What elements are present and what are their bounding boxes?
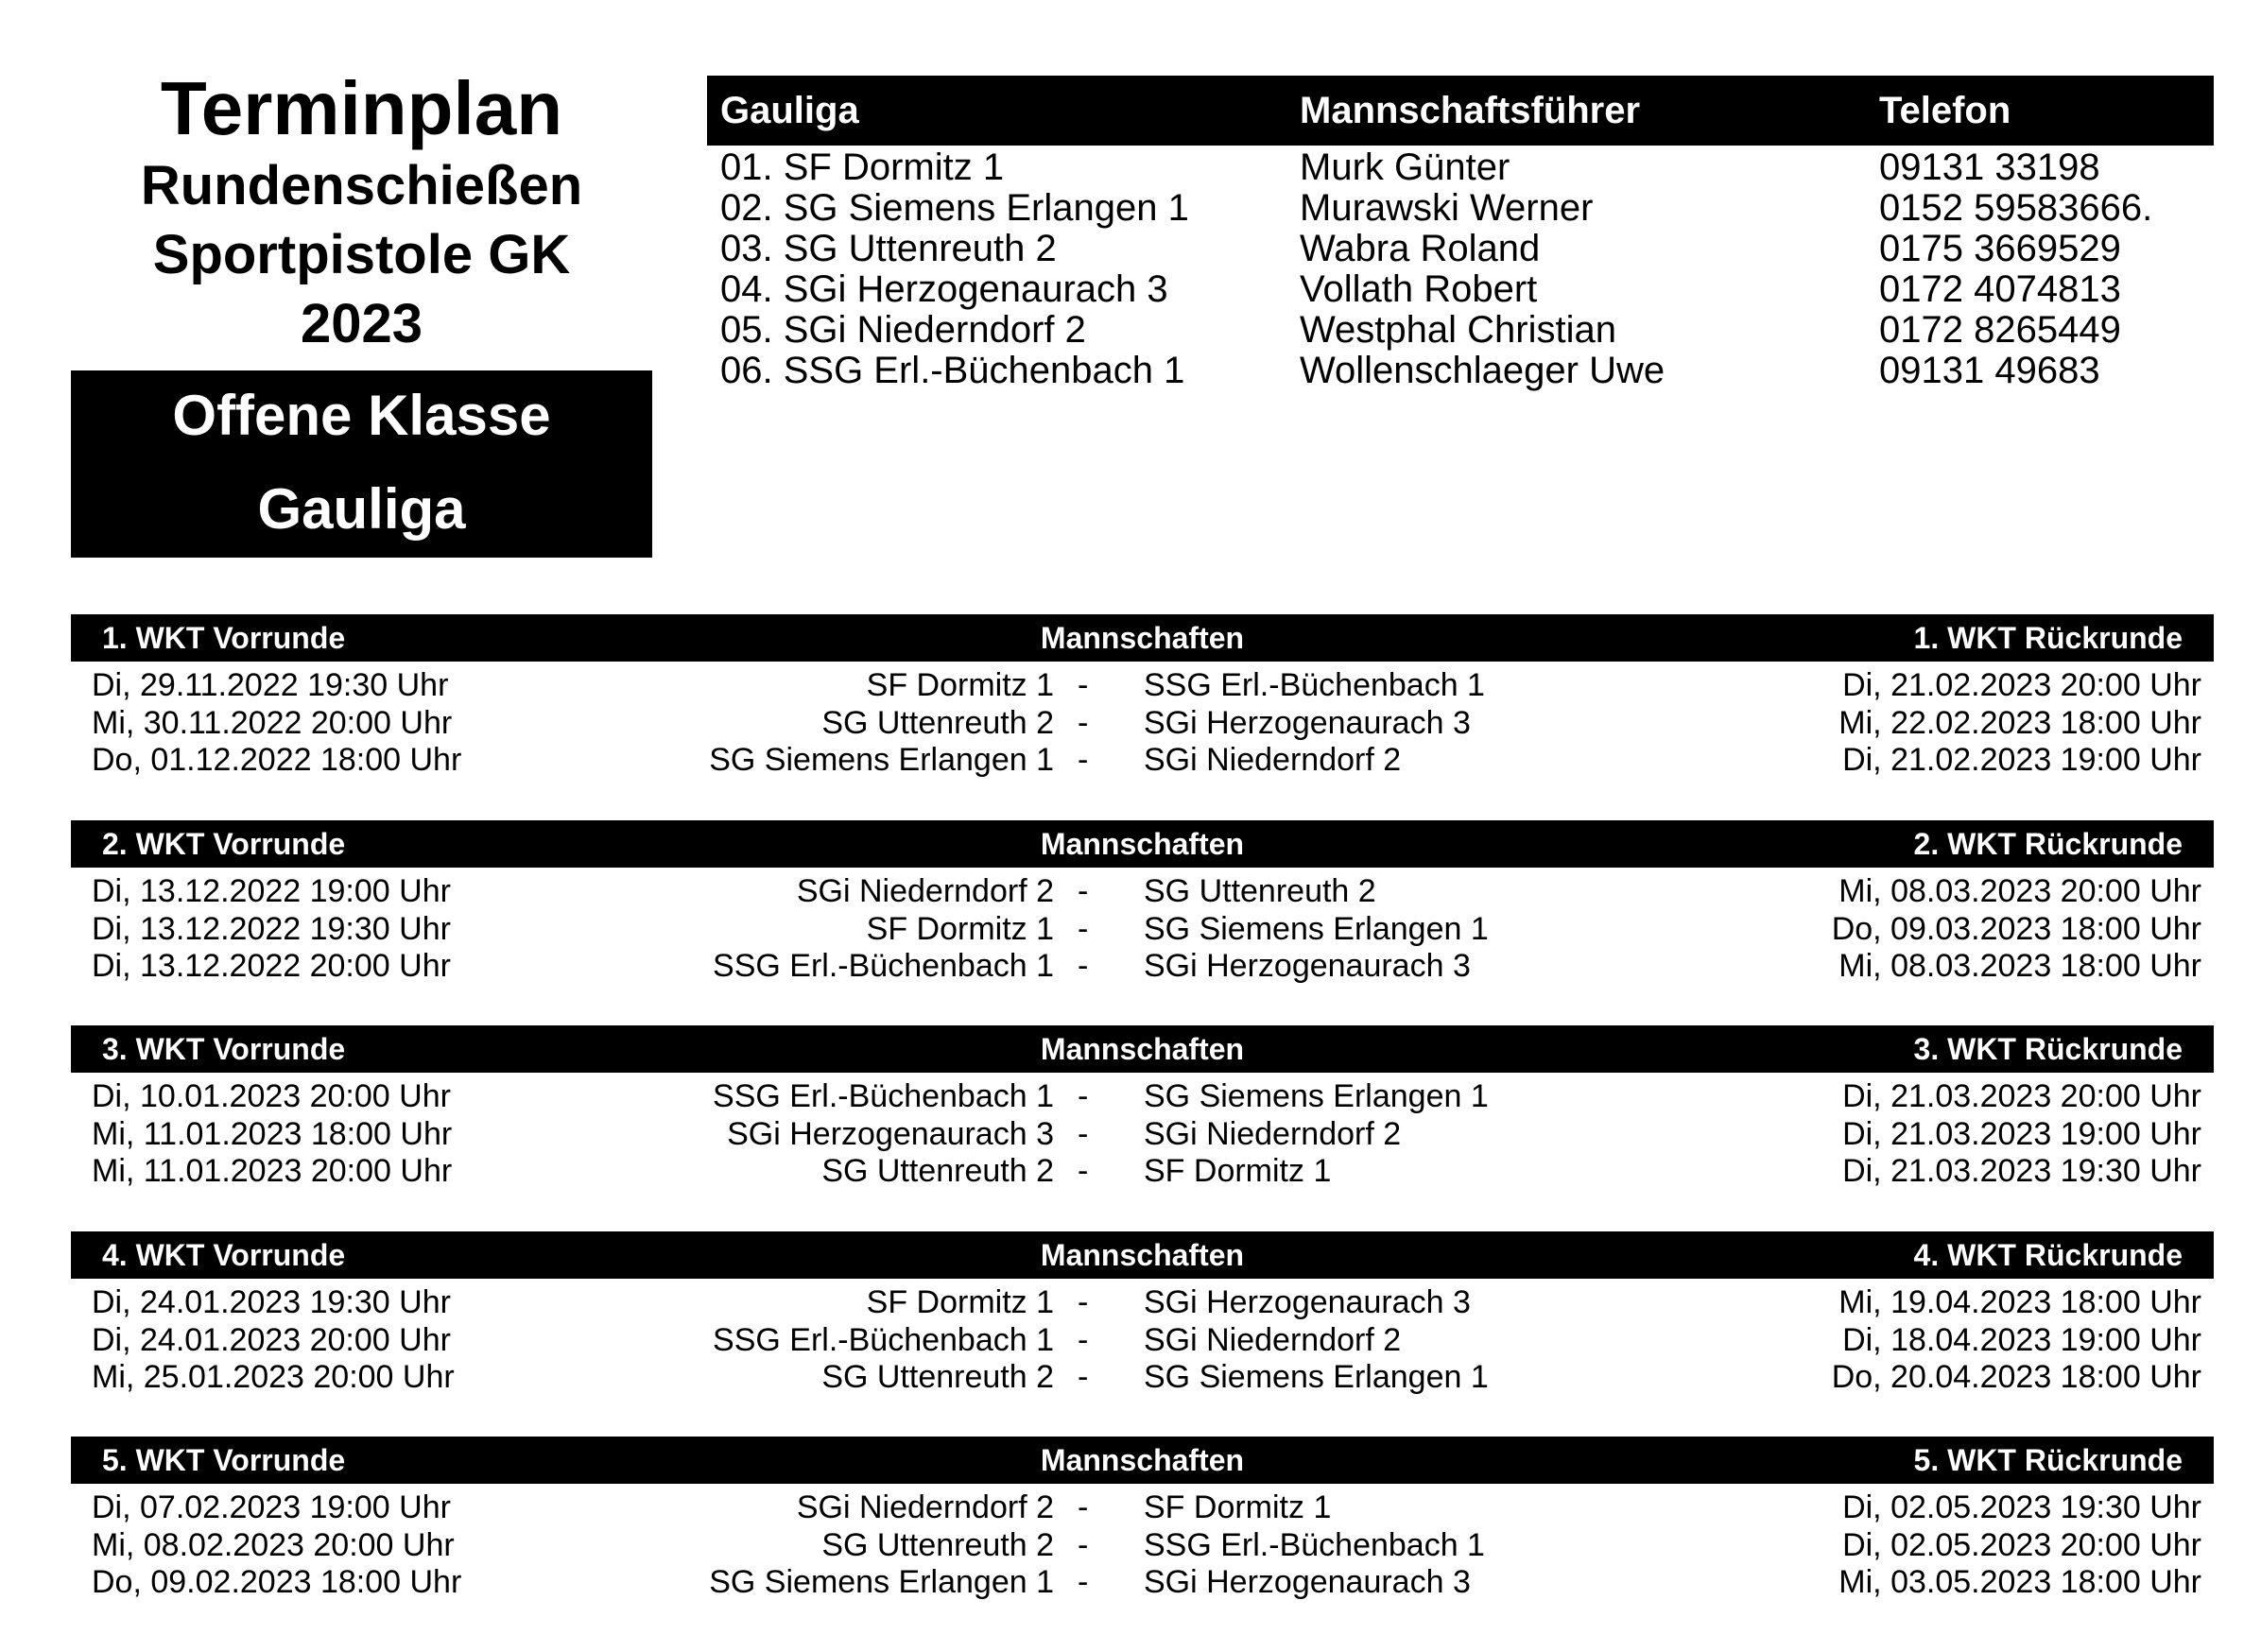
match-home: SGi Herzogenaurach 3 bbox=[727, 1115, 1054, 1152]
team-row bbox=[707, 229, 2214, 269]
header-league: Gauliga bbox=[720, 89, 859, 131]
match-return-date: Di, 21.02.2023 20:00 Uhr bbox=[1842, 667, 2201, 703]
match-separator: - bbox=[1078, 1359, 1089, 1395]
match-home: SF Dormitz 1 bbox=[866, 667, 1054, 703]
match-return-date: Di, 21.02.2023 19:00 Uhr bbox=[1842, 742, 2201, 778]
wkt-header-vorrunde: 5. WKT Vorrunde bbox=[102, 1443, 346, 1477]
match-return-date: Di, 21.03.2023 19:30 Uhr bbox=[1842, 1153, 2201, 1189]
match-date: Di, 13.12.2022 19:30 Uhr bbox=[92, 910, 451, 947]
match-separator: - bbox=[1078, 742, 1089, 778]
wkt-block-2 bbox=[71, 820, 2214, 986]
match-row bbox=[71, 948, 2214, 986]
match-away: SG Siemens Erlangen 1 bbox=[1144, 910, 1489, 947]
class-label: Offene Klasse bbox=[172, 384, 551, 447]
match-separator: - bbox=[1078, 1153, 1089, 1189]
team-name: 06. SSG Erl.-Büchenbach 1 bbox=[720, 350, 1185, 391]
team-phone: 0152 59583666. bbox=[1879, 187, 2153, 229]
team-name: 04. SGi Herzogenaurach 3 bbox=[720, 268, 1168, 310]
match-date: Do, 09.02.2023 18:00 Uhr bbox=[92, 1564, 462, 1600]
team-row bbox=[707, 351, 2214, 391]
match-separator: - bbox=[1078, 667, 1089, 703]
wkt-header bbox=[71, 1025, 2214, 1073]
match-home: SGi Niederndorf 2 bbox=[796, 873, 1054, 909]
team-captain: Westphal Christian bbox=[1300, 309, 1616, 351]
team-captain: Wollenschlaeger Uwe bbox=[1300, 350, 1666, 391]
wkt-header-vorrunde: 3. WKT Vorrunde bbox=[102, 1032, 346, 1066]
match-row bbox=[71, 1564, 2214, 1602]
header-captain: Mannschaftsführer bbox=[1300, 89, 1641, 131]
match-return-date: Mi, 08.03.2023 20:00 Uhr bbox=[1838, 873, 2201, 909]
match-separator: - bbox=[1078, 1078, 1089, 1114]
match-separator: - bbox=[1078, 1489, 1089, 1525]
team-name: 05. SGi Niederndorf 2 bbox=[720, 309, 1086, 351]
team-captain: Murk Günter bbox=[1300, 146, 1510, 188]
match-row bbox=[71, 873, 2214, 911]
match-away: SG Siemens Erlangen 1 bbox=[1144, 1359, 1489, 1395]
league-label: Gauliga bbox=[257, 477, 466, 541]
match-home: SSG Erl.-Büchenbach 1 bbox=[713, 1321, 1054, 1358]
match-away: SGi Herzogenaurach 3 bbox=[1144, 1564, 1471, 1600]
match-row bbox=[71, 742, 2214, 780]
match-return-date: Mi, 03.05.2023 18:00 Uhr bbox=[1838, 1564, 2201, 1600]
match-date: Di, 07.02.2023 19:00 Uhr bbox=[92, 1489, 451, 1525]
wkt-header-vorrunde: 1. WKT Vorrunde bbox=[102, 621, 346, 655]
match-separator: - bbox=[1078, 948, 1089, 984]
match-away: SF Dormitz 1 bbox=[1144, 1153, 1332, 1189]
wkt-header-rueckrunde: 2. WKT Rückrunde bbox=[1913, 827, 2183, 861]
match-row bbox=[71, 1527, 2214, 1565]
match-row bbox=[71, 1284, 2214, 1322]
match-home: SG Uttenreuth 2 bbox=[821, 1153, 1054, 1189]
team-row bbox=[707, 147, 2214, 188]
wkt-header-teams: Mannschaften bbox=[1040, 827, 1245, 861]
wkt-block-5 bbox=[71, 1437, 2214, 1602]
match-home: SG Uttenreuth 2 bbox=[821, 1359, 1054, 1395]
match-separator: - bbox=[1078, 873, 1089, 909]
team-phone: 09131 33198 bbox=[1879, 146, 2100, 188]
match-away: SGi Herzogenaurach 3 bbox=[1144, 704, 1471, 741]
wkt-matches bbox=[71, 868, 2214, 986]
match-row bbox=[71, 911, 2214, 949]
match-row bbox=[71, 1489, 2214, 1527]
wkt-matches bbox=[71, 1279, 2214, 1397]
wkt-block-3 bbox=[71, 1025, 2214, 1191]
wkt-matches bbox=[71, 1073, 2214, 1191]
match-separator: - bbox=[1078, 1115, 1089, 1152]
match-date: Mi, 08.02.2023 20:00 Uhr bbox=[92, 1526, 455, 1563]
match-home: SF Dormitz 1 bbox=[866, 910, 1054, 947]
team-row bbox=[707, 269, 2214, 310]
match-separator: - bbox=[1078, 1284, 1089, 1320]
wkt-header bbox=[71, 1437, 2214, 1484]
match-away: SF Dormitz 1 bbox=[1144, 1489, 1332, 1525]
match-date: Mi, 11.01.2023 20:00 Uhr bbox=[92, 1153, 453, 1189]
team-captain: Vollath Robert bbox=[1300, 268, 1538, 310]
match-return-date: Di, 18.04.2023 19:00 Uhr bbox=[1842, 1321, 2201, 1358]
wkt-header-rueckrunde: 4. WKT Rückrunde bbox=[1913, 1238, 2183, 1272]
wkt-header-teams: Mannschaften bbox=[1040, 1032, 1245, 1066]
team-phone: 09131 49683 bbox=[1879, 350, 2100, 391]
teams-table bbox=[707, 76, 2214, 391]
wkt-header-rueckrunde: 3. WKT Rückrunde bbox=[1913, 1032, 2183, 1066]
team-name: 02. SG Siemens Erlangen 1 bbox=[720, 187, 1189, 229]
wkt-block-4 bbox=[71, 1231, 2214, 1397]
match-home: SG Uttenreuth 2 bbox=[821, 1526, 1054, 1563]
match-away: SSG Erl.-Büchenbach 1 bbox=[1144, 667, 1485, 703]
match-row bbox=[71, 1153, 2214, 1191]
team-name: 01. SF Dormitz 1 bbox=[720, 146, 1005, 188]
wkt-header bbox=[71, 1231, 2214, 1279]
match-home: SSG Erl.-Büchenbach 1 bbox=[713, 948, 1054, 984]
wkt-header-teams: Mannschaften bbox=[1040, 1443, 1245, 1477]
match-return-date: Di, 02.05.2023 20:00 Uhr bbox=[1842, 1526, 2201, 1563]
match-separator: - bbox=[1078, 910, 1089, 947]
match-away: SGi Niederndorf 2 bbox=[1144, 742, 1402, 778]
match-date: Mi, 30.11.2022 20:00 Uhr bbox=[92, 704, 453, 741]
match-row bbox=[71, 667, 2214, 705]
team-captain: Murawski Werner bbox=[1300, 187, 1594, 229]
match-row bbox=[71, 1359, 2214, 1397]
wkt-header-vorrunde: 4. WKT Vorrunde bbox=[102, 1238, 346, 1272]
match-return-date: Di, 21.03.2023 19:00 Uhr bbox=[1842, 1115, 2201, 1152]
subtitle-line-2: Sportpistole GK bbox=[152, 224, 571, 285]
teams-table-header bbox=[707, 76, 2214, 146]
wkt-header bbox=[71, 820, 2214, 868]
team-phone: 0172 4074813 bbox=[1879, 268, 2121, 310]
match-separator: - bbox=[1078, 1526, 1089, 1563]
team-row bbox=[707, 310, 2214, 351]
wkt-header-rueckrunde: 5. WKT Rückrunde bbox=[1913, 1443, 2183, 1477]
match-date: Di, 24.01.2023 19:30 Uhr bbox=[92, 1284, 451, 1320]
teams-table-body bbox=[707, 146, 2214, 391]
match-return-date: Di, 21.03.2023 20:00 Uhr bbox=[1842, 1078, 2201, 1114]
match-date: Mi, 25.01.2023 20:00 Uhr bbox=[92, 1359, 455, 1395]
match-separator: - bbox=[1078, 1321, 1089, 1358]
wkt-header-vorrunde: 2. WKT Vorrunde bbox=[102, 827, 346, 861]
match-separator: - bbox=[1078, 1564, 1089, 1600]
match-date: Di, 13.12.2022 19:00 Uhr bbox=[92, 873, 451, 909]
header-phone: Telefon bbox=[1879, 89, 2011, 131]
team-phone: 0175 3669529 bbox=[1879, 228, 2121, 269]
match-return-date: Do, 20.04.2023 18:00 Uhr bbox=[1831, 1359, 2201, 1395]
match-date: Di, 29.11.2022 19:30 Uhr bbox=[92, 667, 449, 703]
match-row bbox=[71, 1322, 2214, 1360]
match-home: SSG Erl.-Büchenbach 1 bbox=[713, 1078, 1054, 1114]
match-home: SGi Niederndorf 2 bbox=[796, 1489, 1054, 1525]
match-away: SG Uttenreuth 2 bbox=[1144, 873, 1376, 909]
match-home: SG Siemens Erlangen 1 bbox=[709, 742, 1054, 778]
wkt-block-1 bbox=[71, 614, 2214, 780]
match-date: Mi, 11.01.2023 18:00 Uhr bbox=[92, 1115, 453, 1152]
match-home: SG Uttenreuth 2 bbox=[821, 704, 1054, 741]
match-home: SF Dormitz 1 bbox=[866, 1284, 1054, 1320]
page-title: Terminplan bbox=[160, 66, 563, 150]
match-away: SG Siemens Erlangen 1 bbox=[1144, 1078, 1489, 1114]
team-name: 03. SG Uttenreuth 2 bbox=[720, 228, 1057, 269]
wkt-header bbox=[71, 614, 2214, 662]
match-away: SGi Herzogenaurach 3 bbox=[1144, 948, 1471, 984]
match-away: SGi Niederndorf 2 bbox=[1144, 1115, 1402, 1152]
class-box bbox=[71, 370, 652, 558]
team-captain: Wabra Roland bbox=[1300, 228, 1541, 269]
wkt-header-rueckrunde: 1. WKT Rückrunde bbox=[1913, 621, 2183, 655]
team-phone: 0172 8265449 bbox=[1879, 309, 2121, 351]
subtitle-line-1: Rundenschießen bbox=[140, 155, 583, 216]
match-away: SSG Erl.-Büchenbach 1 bbox=[1144, 1526, 1485, 1563]
team-row bbox=[707, 188, 2214, 229]
match-return-date: Mi, 22.02.2023 18:00 Uhr bbox=[1838, 704, 2201, 741]
wkt-matches bbox=[71, 1484, 2214, 1602]
title-block bbox=[71, 66, 652, 358]
wkt-header-teams: Mannschaften bbox=[1040, 1238, 1245, 1272]
match-return-date: Do, 09.03.2023 18:00 Uhr bbox=[1831, 910, 2201, 947]
match-date: Do, 01.12.2022 18:00 Uhr bbox=[92, 742, 462, 778]
match-row bbox=[71, 705, 2214, 743]
wkt-header-teams: Mannschaften bbox=[1040, 621, 1245, 655]
subtitle-year: 2023 bbox=[300, 293, 423, 354]
match-date: Di, 13.12.2022 20:00 Uhr bbox=[92, 948, 451, 984]
wkt-matches bbox=[71, 662, 2214, 780]
match-row bbox=[71, 1116, 2214, 1154]
match-return-date: Mi, 08.03.2023 18:00 Uhr bbox=[1838, 948, 2201, 984]
match-date: Di, 24.01.2023 20:00 Uhr bbox=[92, 1321, 451, 1358]
match-home: SG Siemens Erlangen 1 bbox=[709, 1564, 1054, 1600]
match-row bbox=[71, 1078, 2214, 1116]
match-separator: - bbox=[1078, 704, 1089, 741]
match-away: SGi Niederndorf 2 bbox=[1144, 1321, 1402, 1358]
match-return-date: Mi, 19.04.2023 18:00 Uhr bbox=[1838, 1284, 2201, 1320]
match-away: SGi Herzogenaurach 3 bbox=[1144, 1284, 1471, 1320]
match-return-date: Di, 02.05.2023 19:30 Uhr bbox=[1842, 1489, 2201, 1525]
match-date: Di, 10.01.2023 20:00 Uhr bbox=[92, 1078, 451, 1114]
